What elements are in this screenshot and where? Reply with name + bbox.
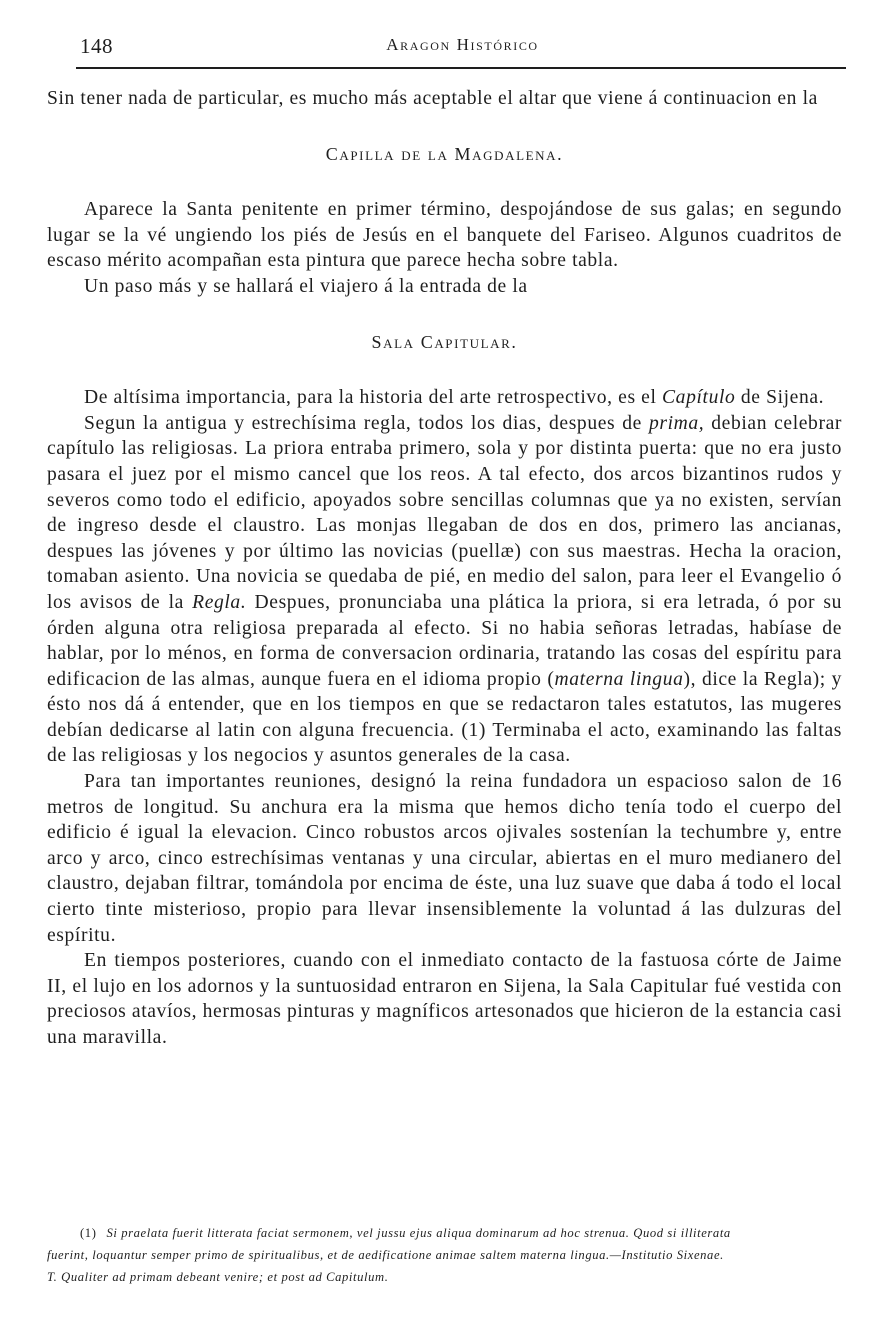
page-number: 148	[80, 34, 113, 58]
paragraph-importancia	[47, 385, 842, 411]
paragraph-magdalena: Aparece la Santa penitente en primer término, despojándose de sus galas; en segundo lugar se la vé ungiendo los piés de Jesús en el banquete del Fariseo. Algunos cuadritos de escaso mérito acompañan esta pintura que parece hecha sobre tabla.	[47, 199, 842, 272]
text-run: debian celebrar capítulo las religiosas. La priora entraba primero, sola y por distinta puerta: que no era justo pasara el juez por el mismo cancel que los reos. A tal efecto, dos arcos bizantinos rudos y severos como todo el edificio, apoyados sobre sencillas columnas que ya no existen, servían de ingreso desde el claustro. Las monjas llegaban de dos en dos, primero las ancianas, despues las jóvenes y por último las novicias (puellæ) con sus maestras. Hecha la oracion, tomaban asiento. Una novicia se quedaba de pié, en medio del salon, para leer el Evangelio ó los avisos de la	[47, 412, 842, 613]
body-text	[47, 86, 842, 1051]
paragraph-regla	[47, 411, 842, 769]
italic-materna-lingua: materna lingua	[554, 668, 684, 690]
footnote-line-2: fuerint, loquantur semper primo de spiritualibus, et de aedificatione animae saltem materna lingua.—Institutio Sixenae.	[47, 1248, 724, 1262]
text-run: Segun la antigua y estrechísima regla, todos los dias, despues de	[84, 412, 649, 434]
text-run: ), dice la Regla); y ésto nos dá á entender, que en los tiempos en que se redactaron tales estatutos, las mugeres debían dedicarse al latin con alguna frecuencia. (1) Terminaba el acto, examinando las faltas de las religiosas y los negocios y asuntos generales de la casa.	[47, 668, 843, 767]
section-heading-sala: Sala Capitular.	[371, 331, 518, 352]
footnote-line-1	[47, 1222, 844, 1244]
paragraph-paso: Un paso más y se hallará el viajero á la entrada de la	[84, 275, 528, 297]
italic-prima: prima,	[648, 412, 705, 434]
running-title: Aragon Histórico	[386, 35, 539, 54]
text-run: Despues, pronunciaba una plática la priora, si era letrada, ó por su órden alguna otra religiosa preparada al efecto. Si no habia señoras letradas, habíase de hablar, por lo ménos, en forma de conversacion ordinaria, tratando las cosas del espíritu para edificacion de las almas, aunque fuera en el idioma propio (	[47, 591, 842, 690]
paragraph-intro-text: Sin tener nada de particular, es mucho más aceptable el altar que viene á continuacion en la	[47, 88, 818, 109]
paragraph-intro	[47, 86, 842, 112]
page-header	[80, 34, 845, 66]
header-rule	[76, 67, 846, 69]
italic-regla: Regla.	[192, 591, 247, 613]
text-run: De altísima importancia, para la historia del arte retrospectivo, es el	[84, 387, 663, 409]
footnote-text: Si praelata fuerit litterata faciat sermonem, vel jussu ejus aliqua dominarum ad hoc strenua. Quod si illiterata	[106, 1226, 731, 1240]
footnote	[47, 1222, 844, 1288]
italic-capitulo: Capítulo	[662, 387, 736, 409]
footnote-line-3: T. Qualiter ad primam debeant venire; et post ad Capitulum.	[47, 1270, 389, 1284]
paragraph-reuniones: Para tan importantes reuniones, designó la reina fundadora un espacioso salon de 16 metros de longitud. Su anchura era la misma que hemos dicho tenía todo el cuerpo del edificio é igual la elevacion. Cinco robustos arcos ojivales sostenían la techumbre y, entre arco y arco, cinco estrechísimas ventanas y una circular, abiertas en el muro medianero del claustro, dejaban filtrar, tomándola por encima de éste, una luz suave que daba á todo el local cierto tinte misterioso, propio para llevar insensiblemente la voluntad á las dulzuras del espíritu.	[47, 771, 842, 946]
text-run: de Sijena.	[735, 387, 825, 409]
section-heading-capilla: Capilla de la Magdalena.	[325, 143, 564, 164]
footnote-marker: (1)	[80, 1226, 97, 1240]
paragraph-tiempos: En tiempos posteriores, cuando con el inmediato contacto de la fastuosa córte de Jaime II, el lujo en los adornos y la suntuosidad entraron en Sijena, la Sala Capitular fué vestida con preciosos atavíos, hermosas pinturas y magníficos artesonados que hicieron de la estancia casi una maravilla.	[47, 950, 842, 1048]
